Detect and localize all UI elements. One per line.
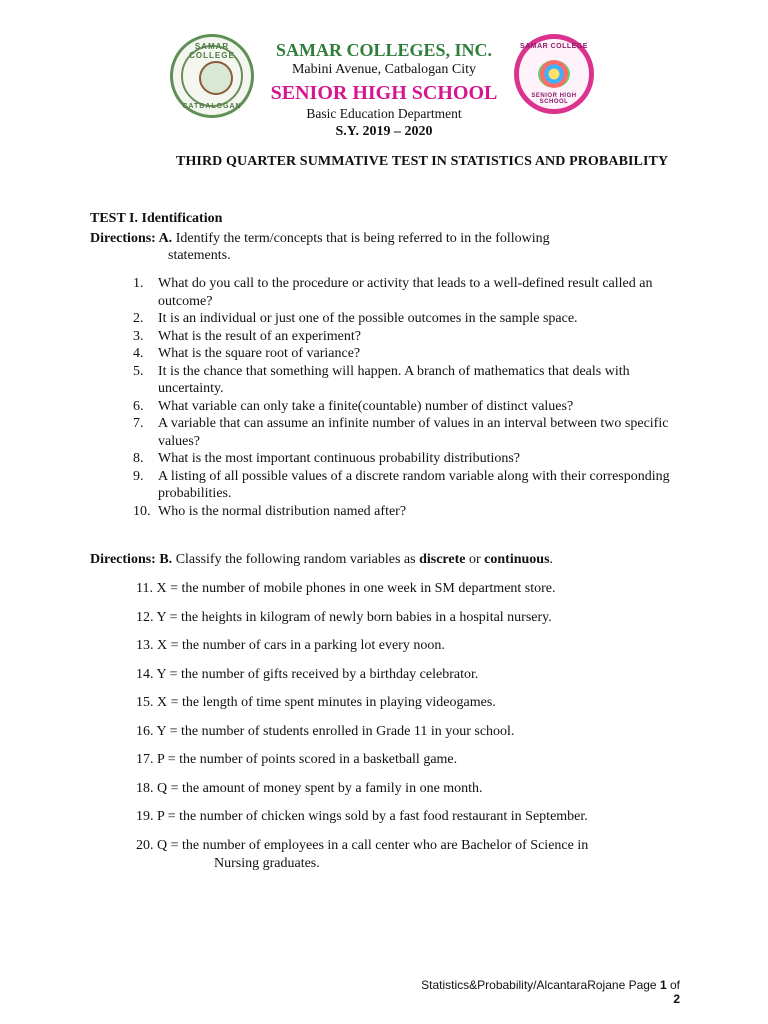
department-name: Basic Education Department — [306, 106, 462, 121]
footer-total-pages: 2 — [673, 992, 680, 1006]
list-item — [133, 503, 693, 521]
item-text: 20. Q = the number of employees in a call center who are Bachelor of Science in — [136, 837, 589, 853]
school-address: Mabini Avenue, Catbalogan City — [291, 62, 477, 77]
list-item: 11. X = the number of mobile phones in one week in SM department store. — [136, 581, 556, 596]
list-item: 16. Y = the number of students enrolled in Grade 11 in your school. — [136, 723, 515, 739]
item-text: Who is the normal distribution named after? — [158, 503, 407, 519]
list-item — [133, 363, 693, 398]
list-item: 15. X = the length of time spent minutes in playing videogames. — [136, 695, 496, 710]
item-number: 7. — [133, 416, 144, 431]
item-number: 9. — [133, 468, 144, 484]
page-footer — [420, 978, 680, 1006]
item-text: It is the chance that something will happen. A branch of mathematics that deals with uncertainty. — [158, 363, 630, 396]
list-item — [133, 468, 693, 503]
directions-b — [90, 551, 690, 569]
item-text: What variable can only take a finite(countable) number of distinct values? — [158, 398, 574, 414]
list-item: 19. P = the number of chicken wings sold by a fast food restaurant in September. — [136, 809, 588, 824]
list-item: 12. Y = the heights in kilogram of newly born babies in a hospital nursery. — [136, 609, 552, 625]
senior-high-school-logo — [514, 34, 594, 114]
directions-b-or: or — [468, 552, 481, 567]
list-item — [133, 450, 693, 468]
test-title: THIRD QUARTER SUMMATIVE TEST IN STATISTICS AND PROBABILITY — [176, 154, 669, 169]
keyword-continuous: continuous — [484, 552, 550, 567]
logo-left-bottom-text: CATBALOGAN — [182, 103, 242, 110]
footer-text: Statistics&Probability/AlcantaraRojane Page — [421, 978, 657, 992]
list-item — [133, 275, 693, 310]
item-number: 3. — [133, 328, 144, 344]
list-item: 18. Q = the amount of money spent by a family in one month. — [136, 780, 483, 796]
test1-heading: TEST I. Identification — [90, 211, 223, 226]
footer-page-number: 1 — [659, 978, 667, 992]
item-number: 10. — [133, 503, 151, 519]
directions-a-cont: statements. — [168, 248, 231, 263]
list-item: 14. Y = the number of gifts received by a birthday celebrator. — [136, 666, 479, 682]
directions-a-label: Directions: A. — [90, 231, 173, 246]
item-text: A listing of all possible values of a discrete random variable along with their corresponding probabilities. — [158, 468, 670, 501]
list-item: 13. X = the number of cars in a parking lot every noon. — [136, 638, 445, 653]
footer-of: of — [669, 978, 680, 992]
list-item — [133, 310, 693, 328]
item-text: What is the square root of variance? — [158, 346, 361, 361]
item-number: 2. — [133, 311, 144, 326]
item-number: 4. — [133, 346, 144, 361]
item-text: What do you call to the procedure or activity that leads to a well-defined result called an outcome? — [158, 276, 653, 309]
school-title-block — [0, 39, 768, 123]
directions-b-text: Classify the following random variables as — [175, 552, 416, 567]
list-item — [133, 345, 693, 363]
directions-a — [90, 230, 690, 264]
directions-b-period: . — [549, 552, 554, 567]
item-text: What is the result of an experiment? — [158, 328, 361, 344]
item-number: 8. — [133, 451, 144, 466]
school-year: S.Y. 2019 – 2020 — [335, 124, 433, 139]
identification-list — [133, 275, 693, 520]
item-number: 6. — [133, 398, 144, 414]
division-name: SENIOR HIGH SCHOOL — [270, 82, 498, 104]
logo-right-emblem — [538, 60, 570, 88]
logo-right-bottom-text: SENIOR HIGH SCHOOL — [531, 93, 577, 105]
list-item — [133, 415, 693, 450]
school-name: SAMAR COLLEGES, INC. — [275, 40, 493, 60]
list-item — [136, 837, 696, 873]
classification-list — [136, 580, 696, 883]
keyword-discrete: discrete — [419, 552, 466, 567]
list-item — [133, 328, 693, 346]
list-item: 17. P = the number of points scored in a basketball game. — [136, 752, 458, 767]
directions-a-text: Identify the term/concepts that is being referred to in the following — [175, 231, 550, 246]
directions-b-label: Directions: B. — [90, 552, 173, 567]
item-text: What is the most important continuous probability distributions? — [158, 451, 521, 466]
item-number: 5. — [133, 363, 144, 379]
item-number: 1. — [133, 276, 144, 291]
item-text-cont: Nursing graduates. — [214, 855, 320, 871]
list-item — [133, 398, 693, 416]
logo-left-top-text: SAMAR COLLEGE — [189, 42, 235, 60]
logo-right-top-text: SAMAR COLLEGE — [520, 43, 588, 50]
item-text: It is an individual or just one of the possible outcomes in the sample space. — [158, 311, 578, 326]
item-text: A variable that can assume an infinite number of values in an interval between two specific values? — [158, 416, 669, 449]
